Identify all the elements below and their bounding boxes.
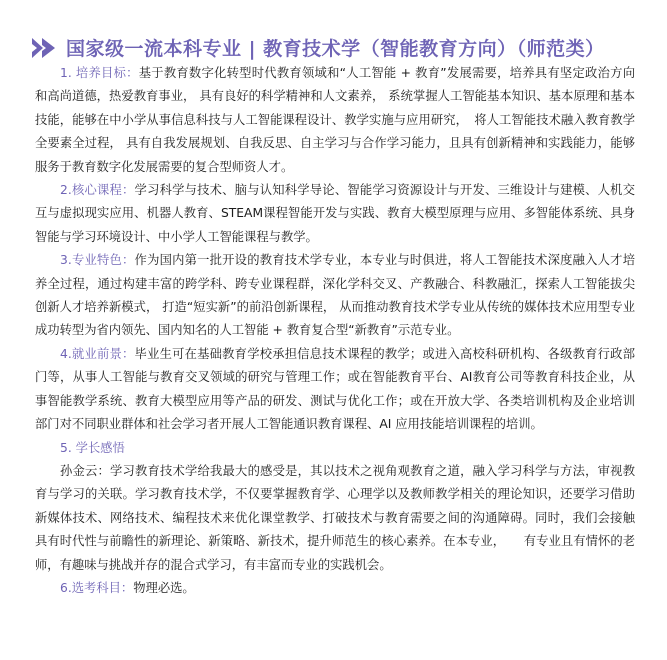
page-title: 国家级一流本科专业 | 教育技术学（智能教育方向）（师范类） bbox=[66, 38, 605, 60]
section-label: 1. 培养目标： bbox=[60, 66, 139, 80]
section-label: 3.专业特色： bbox=[60, 253, 135, 268]
sub-heading-testimonial: 5. 学长感悟 bbox=[60, 440, 125, 455]
section-training-goal bbox=[35, 62, 635, 179]
content bbox=[35, 62, 635, 600]
section-text: 毕业生可在基础教育学校承担信息技术课程的教学；或进入高校科研机构、各级教育行政部门等，从事人工智能与教育交叉领域的研究与管理工作；或在智能教育平台、AI教育公司等教育科技企业，从事智能教学系统、教育大模型应用等产品的研发、测试与优化工作；或在开放大学、各类培训机构及企业培训部门对不同职业群体和社会学习者开展人工智能通识教育课程、AI 应用技能培训课程的培训。 bbox=[35, 346, 635, 432]
testimonial-text: 孙金云：学习教育技术学给我最大的感受是，其以技术之视角观教育之道，融入学习科学与方法，审视教育与学习的关联。学习教育技术学，不仅要掌握教育学、心理学以及教师教学相关的理论知识，还要学习借助新媒体技术、网络技术、编程技术来优化课堂教学、打破技术与教育需要之间的沟通障碍。同时，我们会接触具有时代性与前瞻性的新理论、新策略、新技术，提升师范生的核心素养。在本专业， 有专业且有情怀的老师，有趣味与挑战并存的混合式学习，有丰富而专业的实践机会。 bbox=[35, 463, 635, 572]
section-subjects bbox=[35, 577, 635, 600]
section-label: 2.核心课程： bbox=[60, 183, 135, 198]
section-text: 作为国内第一批开设的教育技术学专业，本专业与时俱进，将人工智能技术深度融入人才培养全过程，通过构建丰富的跨学科、跨专业课程群，深化学科交叉、产教融合、科教融汇，探索人工智能拔尖创新人才培养新模式， 打造“短实新”的前沿创新课程， 从而推动教育技术学专业从传统的媒体技术应用型专业成功转型为省内领先、国内知名的人工智能 + 教育复合型“新教育”示范专业。 bbox=[35, 253, 635, 338]
section-career bbox=[35, 343, 635, 437]
section-features bbox=[35, 249, 635, 343]
section-label: 6.选考科目： bbox=[60, 580, 134, 595]
section-text: 基于教育数字化转型时代教育领域和“人工智能 + 教育”发展需要，培养具有坚定政治方向和高尚道德，热爱教育事业， 具有良好的科学精神和人文素养， 系统掌握人工智能基本知识、基本原理和基本技能，能够在中小学从事信息科技与人工智能课程设计、教学实施与应用研究， 将人工智能技术融入教育教学全要素全过程， 具有自我发展规划、自我反思、自主学习与合作学习能力，且具有创新精神和实践能力，能够服务于教育数字化发展需要的复合型师资人才。 bbox=[35, 66, 635, 174]
section-label: 4.就业前景： bbox=[60, 346, 135, 361]
header bbox=[32, 34, 605, 61]
section-text: 学习科学与技术、脑与认知科学导论、智能学习资源设计与开发、三维设计与建模、人机交互与虚拟现实应用、机器人教育、STEAM课程智能开发与实践、教育大模型原理与应用、多智能体系统、具身智能与学习环境设计、中小学人工智能课程与教学。 bbox=[35, 183, 635, 244]
section-core-courses bbox=[35, 179, 635, 249]
section-text: 物理必选。 bbox=[133, 580, 195, 595]
double-chevron-right-icon bbox=[32, 37, 58, 59]
